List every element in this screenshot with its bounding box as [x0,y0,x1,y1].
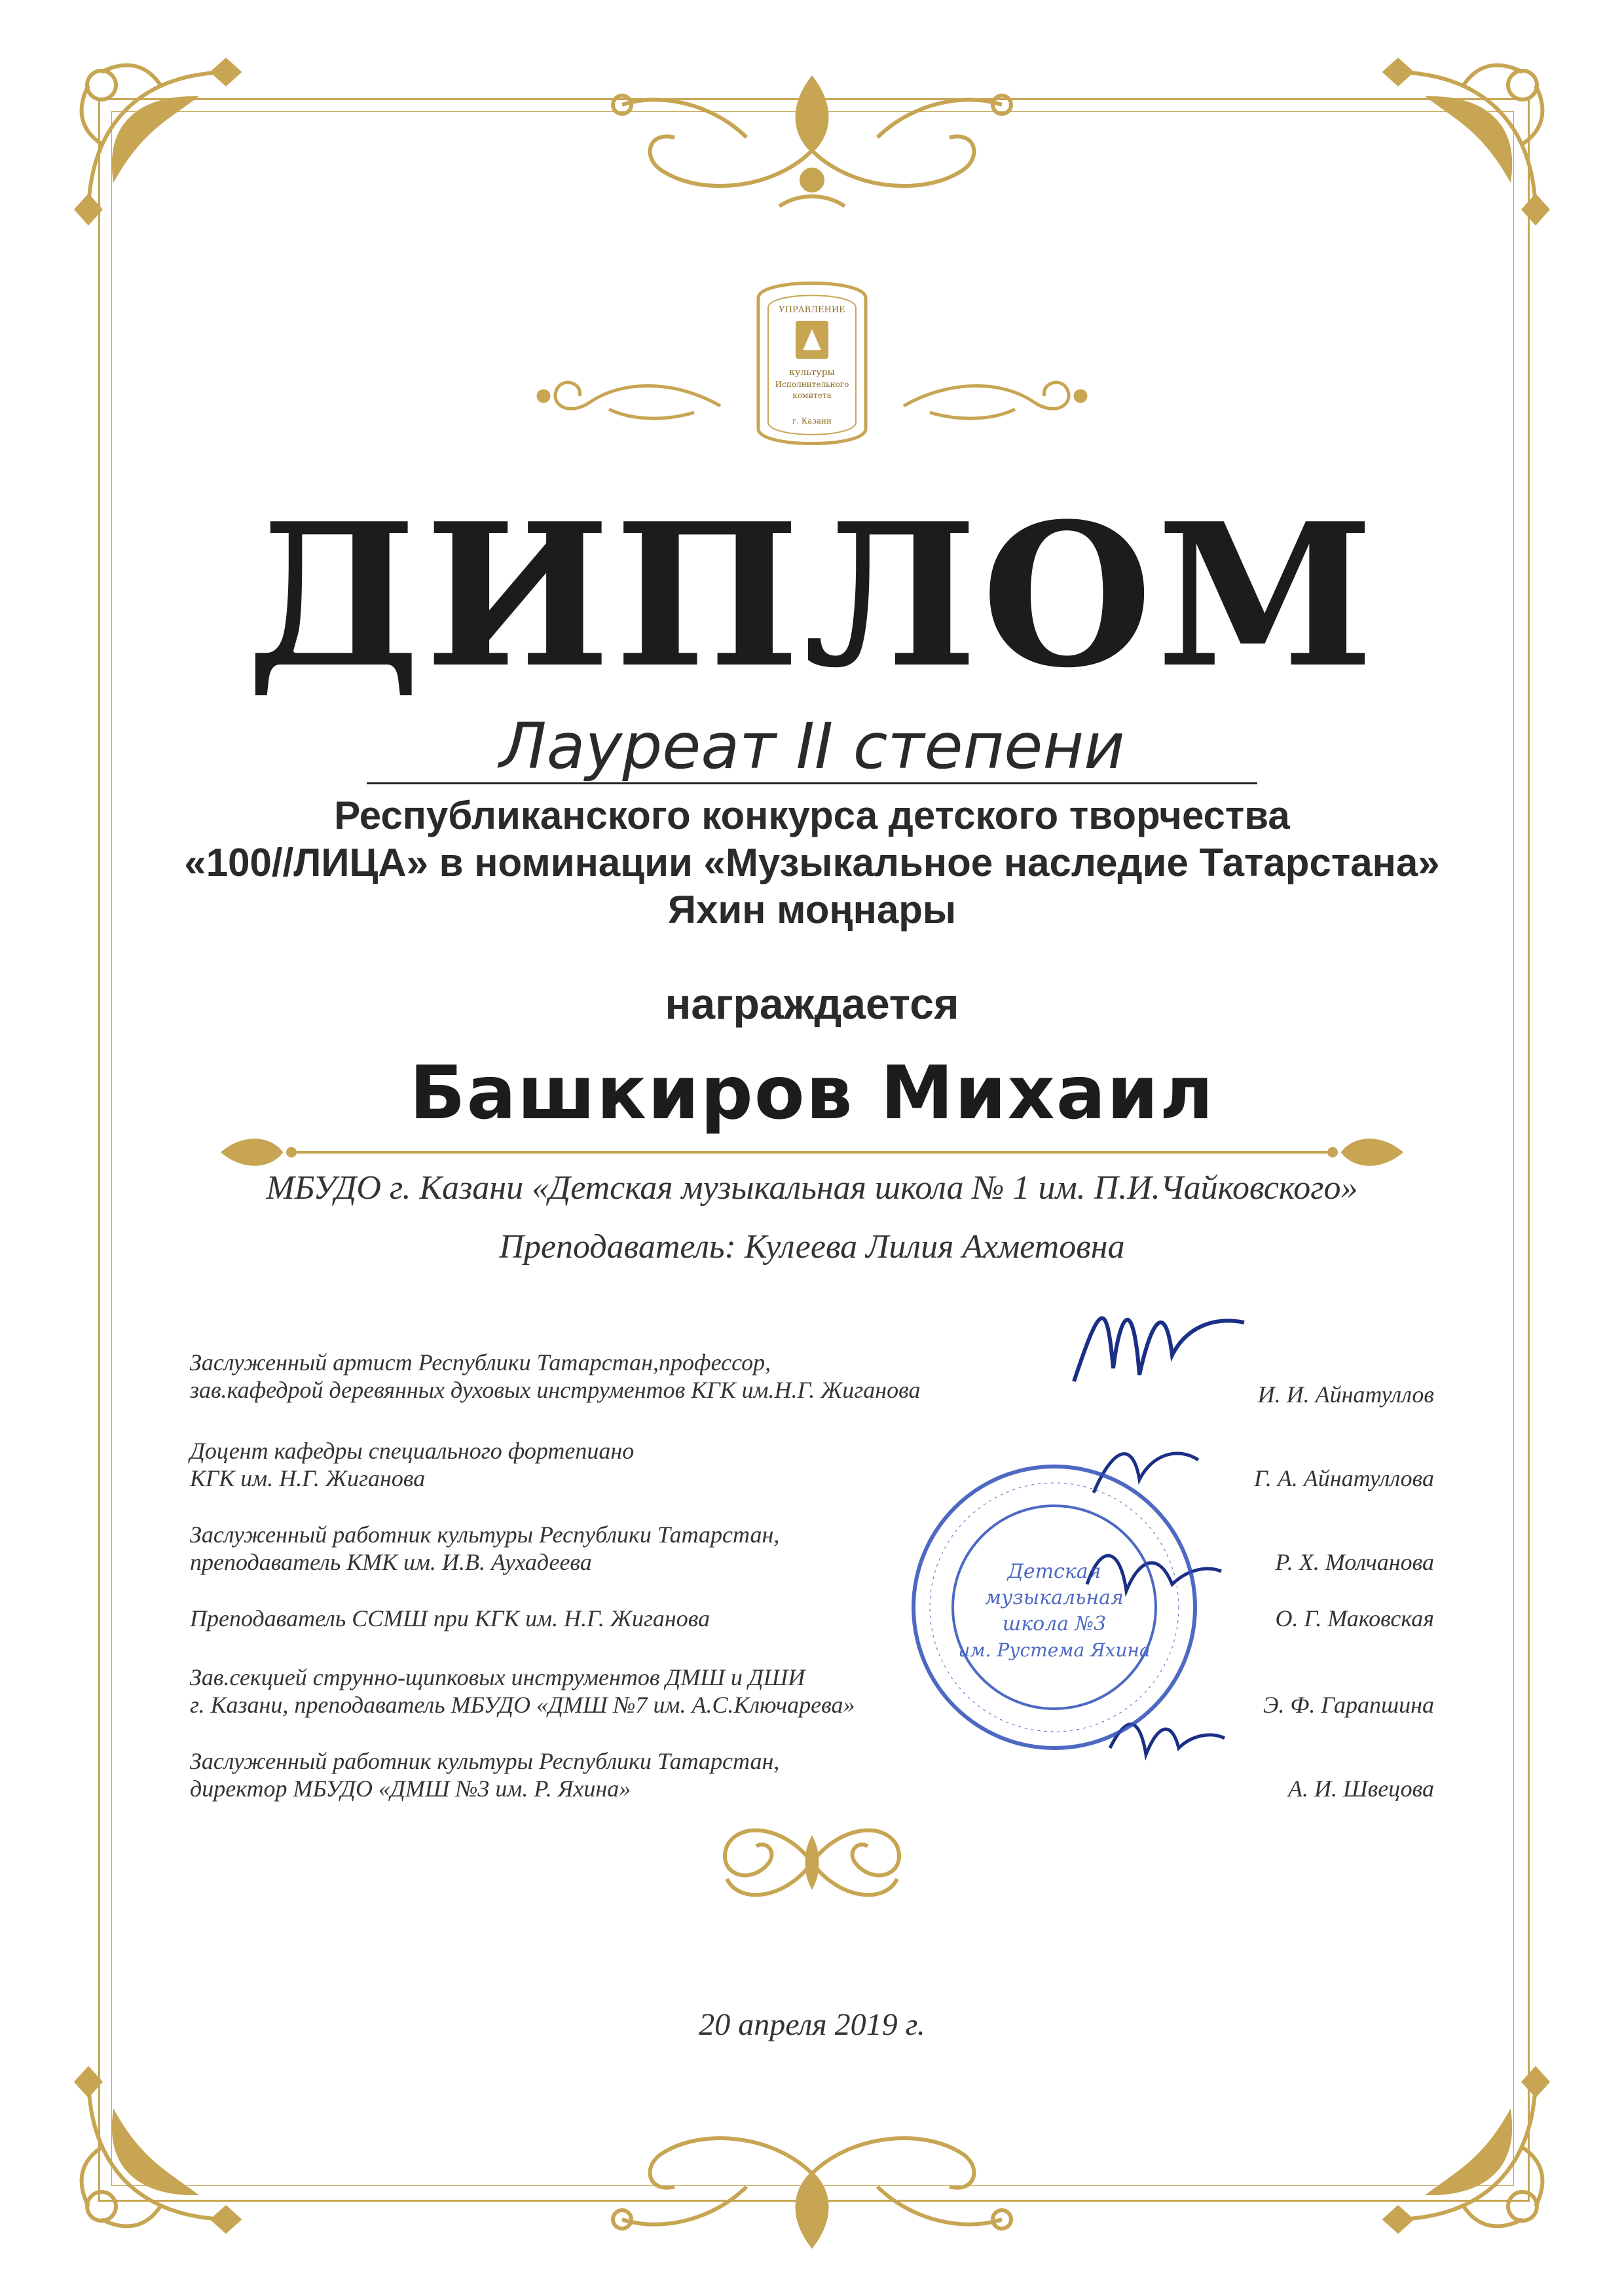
jury-member-name: И. И. Айнатуллов [1257,1381,1434,1408]
jury-member-name: О. Г. Маковская [1275,1605,1434,1631]
stamp-text-3: школа №3 [1002,1613,1107,1635]
jury-role: Заслуженный артист Республики Татарстан,профессор, зав.кафедрой деревянных духовых инструментов КГК им.Н.Г. Жиганова [190,1349,921,1403]
emblem-text-3: Исполнительного [775,380,849,389]
jury-role: Заслуженный работник культуры Республики Татарстан, директор МБУДО «ДМШ №3 им. Р. Яхина» [190,1748,780,1802]
jury-list [190,1349,1434,1831]
stamp-text-4: им. Рустема Яхина [958,1639,1151,1661]
award-degree: Лауреат II степени [367,710,1257,784]
jury-member-name: Р. Х. Молчанова [1275,1549,1434,1575]
diploma-title: ДИПЛОМ [246,480,1378,711]
signature-1 [1061,1277,1257,1408]
contest-line-1: Республиканского конкурса детского творчества [334,793,1290,837]
corner-ornament-top-left [62,46,259,242]
jury-role: Зав.секцией струнно-щипковых инструментов ДМШ и ДШИ г. Казани, преподаватель МБУДО «ДМШ №7 им. А.С.Ключарева» [190,1664,855,1718]
jury-member-name: А. И. Швецова [1288,1776,1434,1802]
emblem-text-2: культуры [789,367,835,378]
school-info [0,1159,1624,1277]
jury-row [190,1437,1434,1521]
stamp-text-1: Детская [1007,1560,1101,1583]
emblem-text-5: г. Казани [792,416,832,426]
jury-row [190,1605,1434,1664]
emblem-side-ornament-left [530,367,727,426]
corner-ornament-bottom-left [62,2049,259,2246]
jury-row [190,1521,1434,1605]
emblem-side-ornament-right [897,367,1094,426]
issue-date: 20 апреля 2019 г. [699,2007,925,2042]
contest-line-3: Яхин моңнары [667,888,957,932]
emblem-text-4: комитета [792,391,832,400]
center-flourish [707,1800,917,1925]
organization-emblem [732,272,892,462]
school-name: МБУДО г. Казани «Детская музыкальная школа № 1 им. П.И.Чайковского» [266,1169,1358,1207]
jury-member-name: Э. Ф. Гарапшина [1263,1692,1434,1718]
contest-description [0,792,1624,934]
jury-role: Доцент кафедры специального фортепиано КГК им. Н.Г. Жиганова [190,1438,635,1491]
awarded-label: награждается [665,979,959,1028]
top-center-ornament [583,65,1041,223]
jury-role: Преподаватель ССМШ при КГК им. Н.Г. Жиганова [190,1605,710,1631]
stamp-text-2: музыкальная [985,1586,1124,1609]
recipient-name: Башкиров Михаил [409,1051,1215,1136]
emblem-text-1: УПРАВЛЕНИЕ [779,305,845,315]
teacher-name: Преподаватель: Кулеева Лилия Ахметовна [499,1228,1125,1266]
corner-ornament-top-right [1365,46,1562,242]
jury-member-name: Г. А. Айнатуллова [1254,1465,1434,1491]
official-stamp [904,1457,1205,1758]
jury-row [190,1664,1434,1747]
corner-ornament-bottom-right [1365,2049,1562,2246]
bottom-center-ornament [583,2128,1041,2259]
jury-role: Заслуженный работник культуры Республики Татарстан, преподаватель КМК им. И.В. Аухадеева [190,1522,780,1575]
contest-line-2: «100//ЛИЦА» в номинации «Музыкальное наследие Татарстана» [184,841,1440,884]
